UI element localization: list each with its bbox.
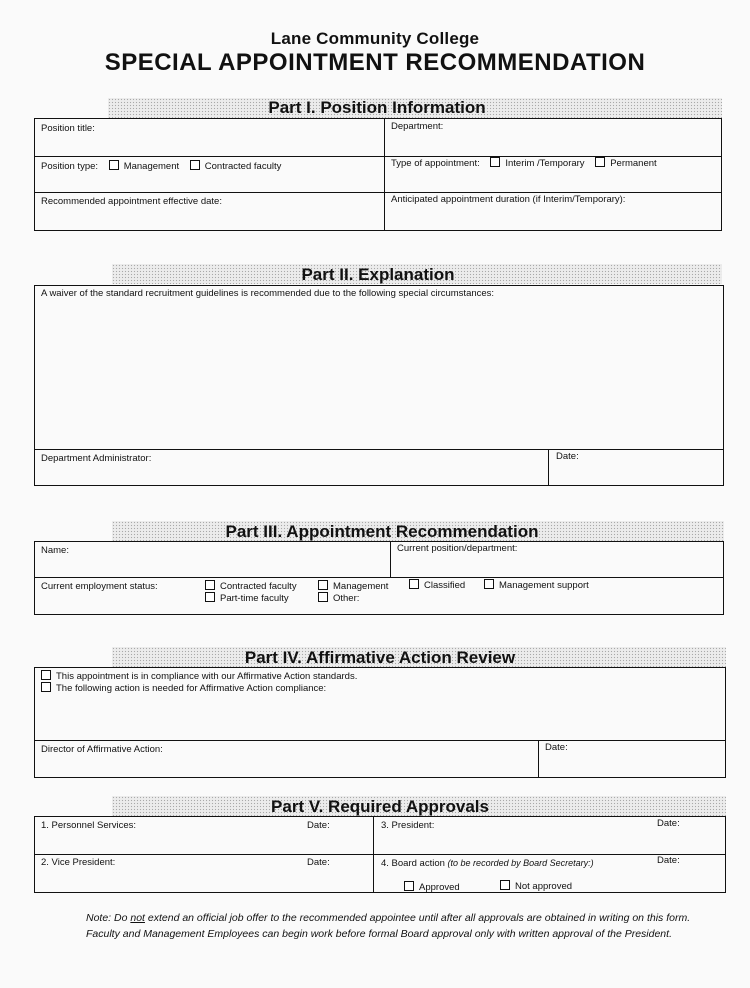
current-position-field[interactable]: Current position/department:	[397, 543, 518, 554]
approved-checkbox[interactable]	[404, 881, 414, 891]
department-administrator-field[interactable]: Department Administrator:	[41, 453, 152, 464]
part4-title: Part IV. Affirmative Action Review	[244, 648, 516, 667]
compliance-checkbox[interactable]	[41, 670, 51, 680]
waiver-explanation-field[interactable]: A waiver of the standard recruitment guidelines is recommended due to the following special circumstances:	[41, 288, 495, 299]
board-date-field[interactable]: Date:	[657, 855, 680, 866]
position-title-field[interactable]: Position title:	[41, 123, 95, 134]
vice-president-field[interactable]: 2. Vice President:	[41, 857, 116, 868]
compliance-option[interactable]: This appointment is in compliance with our Affirmative Action standards.	[41, 670, 357, 683]
board-action-label: 4. Board action	[381, 858, 445, 869]
appointment-type-label: Type of appointment:	[391, 158, 480, 169]
permanent-checkbox[interactable]	[595, 157, 605, 167]
part-time-faculty-option[interactable]: Part-time faculty	[205, 592, 289, 605]
part1-title: Part I. Position Information	[268, 98, 486, 117]
part4-date-field[interactable]: Date:	[545, 742, 568, 753]
form-title: SPECIAL APPOINTMENT RECOMMENDATION	[104, 49, 646, 76]
part5-title: Part V. Required Approvals	[271, 797, 489, 816]
action-needed-option[interactable]: The following action is needed for Affirmative Action compliance:	[41, 682, 326, 695]
management-support-option[interactable]: Management support	[484, 579, 589, 592]
effective-date-field[interactable]: Recommended appointment effective date:	[41, 196, 222, 207]
contracted-faculty-option[interactable]: Contracted faculty	[205, 580, 297, 593]
personnel-date-field[interactable]: Date:	[307, 820, 330, 831]
position-type-row	[41, 160, 281, 173]
not-approved-checkbox[interactable]	[500, 880, 510, 890]
part1-table	[34, 118, 722, 231]
part2-title: Part II. Explanation	[301, 265, 455, 284]
classified-status-option[interactable]: Classified	[409, 579, 465, 592]
vice-president-date-field[interactable]: Date:	[307, 857, 330, 868]
director-affirmative-action-field[interactable]: Director of Affirmative Action:	[41, 744, 163, 755]
permanent-label: Permanent	[610, 158, 657, 169]
management-label: Management	[123, 161, 180, 172]
other-status-checkbox[interactable]	[318, 592, 328, 602]
management-status-checkbox[interactable]	[318, 580, 328, 590]
part2-date-field[interactable]: Date:	[556, 451, 579, 462]
interim-checkbox[interactable]	[490, 157, 500, 167]
board-action-note: (to be recorded by Board Secretary:)	[447, 858, 594, 868]
not-approved-option[interactable]: Not approved	[500, 880, 572, 893]
employment-status-label: Current employment status:	[41, 581, 158, 592]
part3-table	[34, 541, 724, 615]
appointee-name-field[interactable]: Name:	[41, 545, 69, 556]
personnel-services-field[interactable]: 1. Personnel Services:	[41, 820, 137, 831]
board-action-field[interactable]	[381, 857, 594, 870]
part-time-faculty-checkbox[interactable]	[205, 592, 215, 602]
classified-status-checkbox[interactable]	[409, 579, 419, 589]
appointment-type-row	[391, 157, 657, 170]
interim-label: Interim /Temporary	[505, 158, 585, 169]
management-support-checkbox[interactable]	[484, 579, 494, 589]
management-status-option[interactable]: Management	[318, 580, 388, 593]
position-type-label: Position type:	[41, 161, 99, 172]
part3-title: Part III. Appointment Recommendation	[225, 522, 539, 541]
approved-option[interactable]: Approved	[404, 881, 460, 894]
contracted-faculty-label: Contracted faculty	[204, 161, 282, 172]
contracted-faculty-status-checkbox[interactable]	[205, 580, 215, 590]
footer-note: Note: Do not extend an official job offer to the recommended appointee until after all approvals are obtained in writing on this form. Faculty and Management Employees can begin work before formal Board approval only with written approval of the President.	[86, 912, 691, 940]
management-checkbox[interactable]	[109, 160, 119, 170]
president-field[interactable]: 3. President:	[381, 820, 435, 831]
other-status-option[interactable]: Other:	[318, 592, 359, 605]
president-date-field[interactable]: Date:	[657, 818, 680, 829]
department-field[interactable]: Department:	[391, 121, 444, 132]
college-name: Lane Community College	[270, 29, 480, 48]
duration-field[interactable]: Anticipated appointment duration (if Interim/Temporary):	[391, 194, 626, 205]
contracted-faculty-checkbox[interactable]	[190, 160, 200, 170]
action-needed-checkbox[interactable]	[41, 682, 51, 692]
